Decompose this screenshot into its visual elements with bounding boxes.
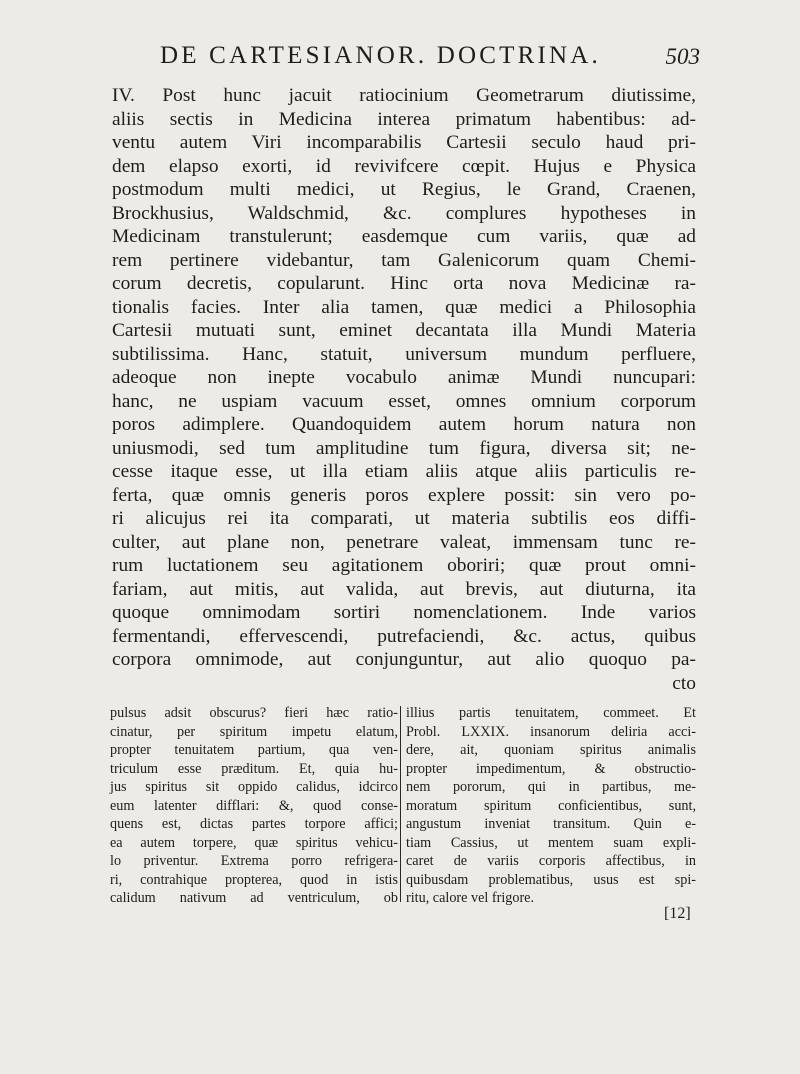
footnote-line: eum latenter difflari: &, quod conse- <box>110 797 398 814</box>
footnote-line: jus spiritus sit oppido calidus, idcirco <box>110 779 398 796</box>
main-text-line: tionalis facies. Inter alia tamen, quæ medici a Philosophia <box>112 296 696 318</box>
main-text-line: quoque omnimodam sortiri nomenclationem. Inde varios <box>112 602 696 623</box>
footnote-line: cinatur, per spiritum impetu elatum, <box>110 723 398 740</box>
main-text-line: culter, aut plane non, penetrare valeat, immensam tunc re- <box>112 531 696 553</box>
footnote-line: lo priventur. Extrema porro refrigera- <box>110 853 398 870</box>
main-text-line: cto <box>672 672 696 694</box>
main-text-line: dem elapso exorti, id revivifcere cœpit. Hujus e Physica <box>112 155 696 177</box>
footnote-line: ri, contrahique propterea, quod in istis <box>110 871 398 888</box>
main-text <box>112 84 696 695</box>
footnote-line: ritu, calore vel frigore. <box>406 890 535 907</box>
footnote-line: nem pororum, qui in partibus, me- <box>406 779 696 796</box>
footnote-line: pulsus adsit obscurus? fieri hæc ratio- <box>110 705 398 721</box>
footnote-line: calidum nativum ad ventriculum, ob <box>110 890 398 907</box>
footnote-line: angustum inveniat transitum. Quin e- <box>406 816 696 833</box>
main-text-line: poros adimplere. Quandoquidem autem horum natura non <box>112 414 696 435</box>
main-text-line: corum decretis, copularunt. Hinc orta nova Medicinæ ra- <box>112 273 696 294</box>
signature-mark: [12] <box>664 905 691 922</box>
main-text-line: Brockhusius, Waldschmid, &c. complures hypotheses in <box>112 202 696 224</box>
footnote-line: quibusdam problematibus, usus est spi- <box>406 871 696 888</box>
footnote-line: illius partis tenuitatem, commeet. Et <box>406 705 696 721</box>
footnote-column-left <box>110 704 398 908</box>
footnote-line: ea autem torpere, quæ spiritus vehicu- <box>110 834 398 851</box>
main-text-line: adeoque non inepte vocabulo animæ Mundi nuncupari: <box>112 367 696 388</box>
footnote-line: quens est, dictas partes torpore affici; <box>110 816 398 833</box>
running-head <box>160 42 700 76</box>
footnote-line: moratum spiritum conficientibus, sunt, <box>406 797 696 814</box>
footnote-line: caret de variis corporis affectibus, in <box>406 853 696 870</box>
main-text-line: fermentandi, effervescendi, putrefaciendi, &c. actus, quibus <box>112 625 696 647</box>
page-number: 503 <box>665 44 700 69</box>
main-text-line: ferta, quæ omnis generis poros explere possit: sin vero po- <box>112 484 696 506</box>
main-text-line: IV. Post hunc jacuit ratiocinium Geometrarum diutissime, <box>112 85 696 106</box>
main-text-line: ventu autem Viri incomparabilis Cartesii seculo haud pri- <box>112 132 696 153</box>
main-text-line: corpora omnimode, aut conjunguntur, aut alio quoquo pa- <box>112 649 696 670</box>
main-text-line: Medicinam transtulerunt; easdemque cum variis, quæ ad <box>112 226 696 247</box>
main-text-line: rem pertinere videbantur, tam Galenicorum quam Chemi- <box>112 249 696 271</box>
footnote-column-right <box>406 704 696 908</box>
main-text-line: postmodum multi medici, ut Regius, le Grand, Craenen, <box>112 179 696 200</box>
running-title: DE CARTESIANOR. DOCTRINA. <box>160 42 601 69</box>
column-divider <box>400 706 401 902</box>
main-text-line: cesse itaque esse, ut illa etiam aliis atque aliis particulis re- <box>112 461 696 482</box>
main-text-line: Cartesii mutuati sunt, eminet decantata illa Mundi Materia <box>112 320 696 341</box>
main-text-line: rum luctationem seu agitationem oboriri; quæ prout omni- <box>112 555 696 576</box>
footnote-line: Probl. LXXIX. insanorum deliria acci- <box>406 723 696 740</box>
footnote-line: propter tenuitatem partium, qua ven- <box>110 742 398 759</box>
footnote-line: dere, ait, quoniam spiritus animalis <box>406 742 696 759</box>
main-text-line: fariam, aut mitis, aut valida, aut brevis, aut diuturna, ita <box>112 578 696 600</box>
footnote-line: tiam Cassius, ut mentem suam expli- <box>406 834 696 851</box>
main-text-line: hanc, ne uspiam vacuum esset, omnes omnium corporum <box>112 390 696 412</box>
main-text-line: subtilissima. Hanc, statuit, universum mundum perfluere, <box>112 343 696 365</box>
footnote-line: triculum esse præditum. Et, quia hu- <box>110 760 398 777</box>
main-text-line: aliis sectis in Medicina interea primatum habentibus: ad- <box>112 108 696 130</box>
main-text-line: ri alicujus rei ita comparati, ut materia subtilis eos diffi- <box>112 508 696 529</box>
main-text-line: uniusmodi, sed tum amplitudine tum figura, diversa sit; ne- <box>112 437 696 459</box>
footnote-line: propter impedimentum, & obstructio- <box>406 760 696 777</box>
